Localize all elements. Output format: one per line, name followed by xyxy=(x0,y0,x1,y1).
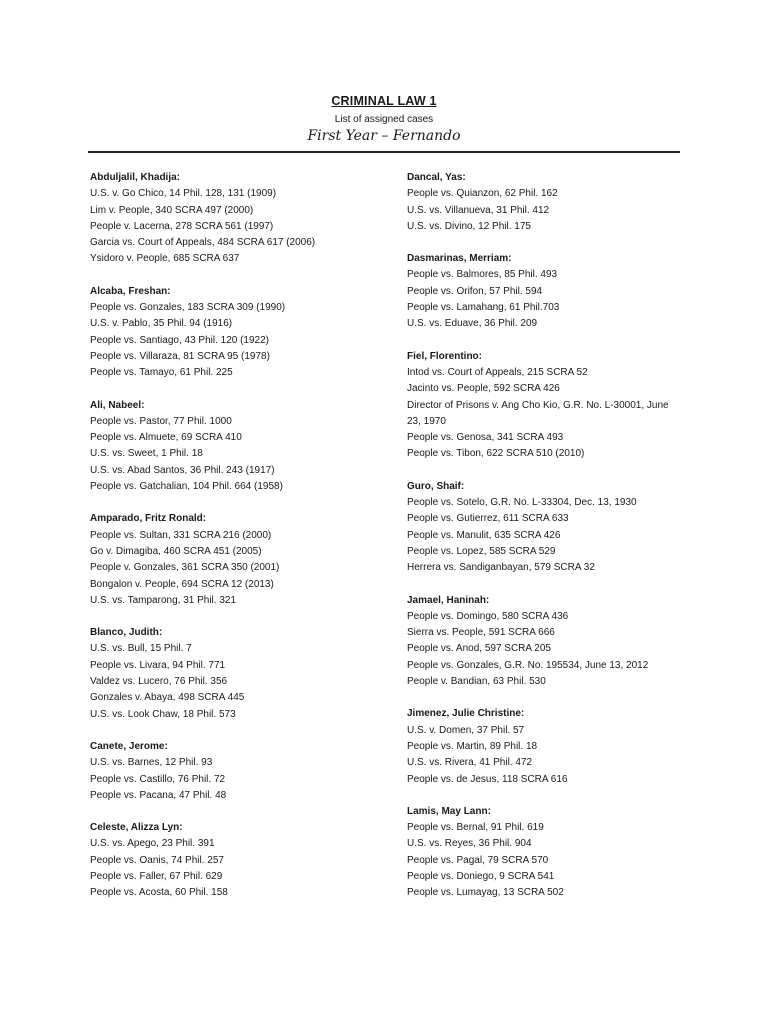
case-citation: U.S. v. Domen, 37 Phil. 57 xyxy=(407,724,525,736)
student-group xyxy=(407,251,692,332)
case-citation: People vs. Tamayo, 61 Phil. 225 xyxy=(90,367,233,379)
case-citation: People vs. Castillo, 76 Phil. 72 xyxy=(90,773,226,785)
case-citation: People vs. Tibon, 622 SCRA 510 (2010) xyxy=(407,448,585,460)
case-citation: People vs. Gutierrez, 611 SCRA 633 xyxy=(407,513,569,525)
case-citation: People vs. Lumayag, 13 SCRA 502 xyxy=(407,887,564,899)
student-name: Jimenez, Julie Christine: xyxy=(407,708,525,720)
case-citation: Jacinto vs. People, 592 SCRA 426 xyxy=(407,383,560,395)
document-title: CRIMINAL LAW 1 xyxy=(331,94,437,108)
document-subtitle: List of assigned cases xyxy=(334,114,434,125)
case-citation: People vs. Oanis, 74 Phil. 257 xyxy=(90,854,224,866)
case-citation: People v. Bandian, 63 Phil. 530 xyxy=(407,676,546,688)
case-citation: People vs. Lopez, 585 SCRA 529 xyxy=(407,545,556,557)
case-citation: People vs. Balmores, 85 Phil. 493 xyxy=(407,269,558,281)
student-group xyxy=(407,593,692,691)
case-citation: U.S. v. Go Chico, 14 Phil. 128, 131 (1909) xyxy=(90,188,277,200)
student-name: Amparado, Fritz Ronald: xyxy=(90,513,207,525)
case-citation: People vs. Villaraza, 81 SCRA 95 (1978) xyxy=(90,350,270,362)
student-group xyxy=(90,511,390,609)
student-name: Dasmarinas, Merriam: xyxy=(407,253,512,265)
case-citation: U.S. vs. Rivera, 41 Phil. 472 xyxy=(407,757,533,769)
case-citation: People v. Lacerna, 278 SCRA 561 (1997) xyxy=(90,220,274,232)
case-citation: U.S. vs. Villanueva, 31 Phil. 412 xyxy=(407,204,550,216)
student-group xyxy=(407,349,692,463)
case-citation: Director of Prisons v. Ang Cho Kio, G.R. No. L-30001, June 23, 1970 xyxy=(407,399,669,427)
header-divider xyxy=(88,151,680,153)
case-citation: U.S. vs. Barnes, 12 Phil. 93 xyxy=(90,757,213,769)
case-citation: People vs. Sotelo, G.R. No. L-33304, Dec. 13, 1930 xyxy=(407,497,637,509)
case-citation: People vs. Domingo, 580 SCRA 436 xyxy=(407,610,569,622)
case-citation: People vs. Quianzon, 62 Phil. 162 xyxy=(407,188,558,200)
case-citation: Lim v. People, 340 SCRA 497 (2000) xyxy=(90,204,254,216)
student-group xyxy=(90,284,390,382)
student-name: Abduljalil, Khadija: xyxy=(90,172,181,183)
case-citation: People vs. Doniego, 9 SCRA 541 xyxy=(407,870,555,882)
student-name: Canete, Jerome: xyxy=(90,740,168,752)
case-citation: People vs. Gatchalian, 104 Phil. 664 (1958) xyxy=(90,481,283,493)
case-citation: U.S. vs. Tamparong, 31 Phil. 321 xyxy=(90,594,237,606)
case-citation: People vs. Pacana, 47 Phil. 48 xyxy=(90,789,227,801)
section-title: First Year – Fernando xyxy=(307,128,461,144)
case-citation: Ysidoro v. People, 685 SCRA 637 xyxy=(90,253,240,265)
student-group xyxy=(407,804,692,902)
case-citation: U.S. vs. Bull, 15 Phil. 7 xyxy=(90,643,192,655)
case-citation: Valdez vs. Lucero, 76 Phil. 356 xyxy=(90,676,228,688)
student-name: Ali, Nabeel: xyxy=(90,399,145,411)
case-citation: People vs. de Jesus, 118 SCRA 616 xyxy=(407,773,568,785)
student-group xyxy=(407,479,692,577)
case-citation: U.S. vs. Sweet, 1 Phil. 18 xyxy=(90,448,203,460)
student-name: Dancal, Yas: xyxy=(407,172,466,183)
case-citation: U.S. v. Pablo, 35 Phil. 94 (1916) xyxy=(90,318,233,330)
case-citation: Intod vs. Court of Appeals, 215 SCRA 52 xyxy=(407,366,588,378)
case-citation: Herrera vs. Sandiganbayan, 579 SCRA 32 xyxy=(407,562,595,574)
case-citation: People vs. Orifon, 57 Phil. 594 xyxy=(407,285,543,297)
document-header xyxy=(88,93,680,144)
case-citation: People vs. Martin, 89 Phil. 18 xyxy=(407,740,538,752)
student-group xyxy=(90,398,390,496)
student-group xyxy=(90,625,390,723)
case-citation: People vs. Gonzales, 183 SCRA 309 (1990) xyxy=(90,302,286,314)
student-name: Lamis, May Lann: xyxy=(407,805,491,817)
case-citation: U.S. vs. Divino, 12 Phil. 175 xyxy=(407,220,531,232)
case-citation: People vs. Faller, 67 Phil. 629 xyxy=(90,870,223,882)
case-citation: People vs. Genosa, 341 SCRA 493 xyxy=(407,432,564,444)
case-citation: People vs. Sultan, 331 SCRA 216 (2000) xyxy=(90,529,272,541)
student-group xyxy=(407,706,692,787)
student-group xyxy=(407,170,692,235)
student-name: Celeste, Alizza Lyn: xyxy=(90,822,183,834)
student-name: Guro, Shaif: xyxy=(407,480,465,492)
case-citation: People vs. Acosta, 60 Phil. 158 xyxy=(90,887,228,899)
case-citation: People vs. Manulit, 635 SCRA 426 xyxy=(407,529,561,541)
left-column xyxy=(90,170,390,918)
student-name: Fiel, Florentino: xyxy=(407,350,482,362)
case-citation: Gonzales v. Abaya, 498 SCRA 445 xyxy=(90,692,245,704)
case-citation: Sierra vs. People, 591 SCRA 666 xyxy=(407,627,555,639)
case-citation: People vs. Almuete, 69 SCRA 410 xyxy=(90,432,242,444)
case-citation: People vs. Bernal, 91 Phil. 619 xyxy=(407,822,544,834)
case-citation: People vs. Pagal, 79 SCRA 570 xyxy=(407,854,549,866)
case-citation: People v. Gonzales, 361 SCRA 350 (2001) xyxy=(90,562,280,574)
case-citation: U.S. vs. Eduave, 36 Phil. 209 xyxy=(407,318,538,330)
case-citation: People vs. Anod, 597 SCRA 205 xyxy=(407,643,551,655)
case-citation: People vs. Lamahang, 61 Phil.703 xyxy=(407,302,560,314)
student-name: Alcaba, Freshan: xyxy=(90,285,171,297)
student-group xyxy=(90,170,390,268)
student-name: Blanco, Judith: xyxy=(90,627,163,639)
case-citation: U.S. vs. Look Chaw, 18 Phil. 573 xyxy=(90,708,236,720)
case-citation: U.S. vs. Abad Santos, 36 Phil. 243 (1917) xyxy=(90,464,275,476)
case-citation: U.S. vs. Apego, 23 Phil. 391 xyxy=(90,838,215,850)
case-citation: Bongalon v. People, 694 SCRA 12 (2013) xyxy=(90,578,274,590)
case-citation: Go v. Dimagiba, 460 SCRA 451 (2005) xyxy=(90,545,262,557)
case-citation: Garcia vs. Court of Appeals, 484 SCRA 617 (2006) xyxy=(90,237,316,249)
right-column xyxy=(407,170,692,918)
student-group xyxy=(90,739,390,804)
case-citation: People vs. Pastor, 77 Phil. 1000 xyxy=(90,415,232,427)
case-citation: People vs. Livara, 94 Phil. 771 xyxy=(90,659,226,671)
case-citation: People vs. Gonzales, G.R. No. 195534, June 13, 2012 xyxy=(407,659,649,671)
student-group xyxy=(90,820,390,901)
student-name: Jamael, Haninah: xyxy=(407,594,490,606)
case-citation: U.S. vs. Reyes, 36 Phil. 904 xyxy=(407,838,532,850)
case-citation: People vs. Santiago, 43 Phil. 120 (1922) xyxy=(90,334,270,346)
